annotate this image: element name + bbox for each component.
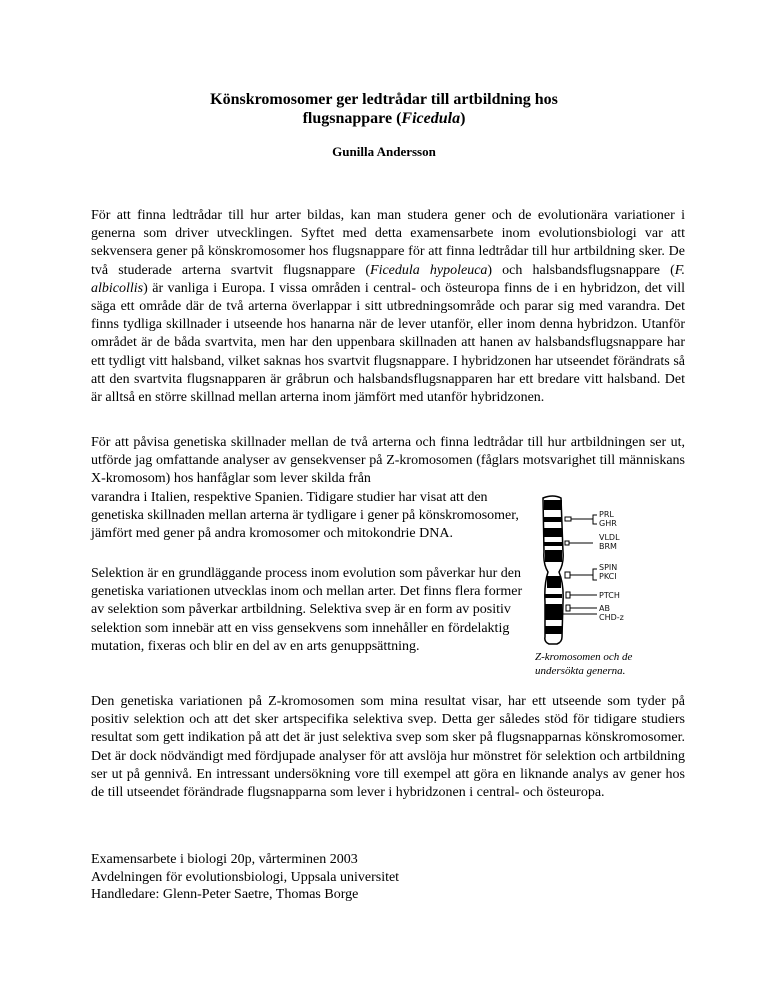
- p2-wide-text: För att påvisa genetiska skillnader mellan de två arterna och finna ledtrådar till hur artbildningen ser ut, utförde jag omfattande analyser av gensekvenser på Z-kromosomen (fåglars motsvarighet till människans X-kromosom) hos hanfåglar som lever skilda från: [91, 435, 685, 487]
- band-3: [544, 528, 562, 537]
- title-line-1: Könskromosomer ger ledtrådar till artbildning hos: [210, 91, 558, 108]
- p1-part1: För att finna ledtrådar till hur arter bildas, kan man studera gener och de evolutionära variationer i generna som driver utvecklingen. Syftet med detta examensarbete inom evolutionsbiologi var att sekvensera gener på könskromosomer hos flugsnappare för att finna ledtrådar till hur artbildning sker. De två studerade arterna svartvit flugsnappare (: [91, 208, 685, 278]
- gene-label-ab: AB: [599, 604, 610, 613]
- marker-spin: [565, 572, 570, 578]
- band-5: [545, 550, 562, 562]
- caption-line-1: Z-kromosomen och de: [535, 651, 633, 663]
- author-name: Gunilla Andersson: [332, 144, 436, 159]
- gene-label-ghr: GHR: [599, 519, 617, 528]
- band-6: [547, 576, 561, 588]
- p1-species-1: Ficedula hypoleuca: [370, 262, 488, 278]
- gene-label-prl: PRL: [599, 510, 614, 519]
- p2-narrow-text: varandra i Italien, respektive Spanien. Tidigare studier har visat att den genetiska skillnaden mellan arterna är tydligare i gener på könskromosomer, jämfört med gener på andra kromosomer och mitokondrie DNA.: [91, 489, 519, 542]
- title-line-2: [150, 109, 618, 128]
- paragraph-intro: [91, 207, 685, 407]
- gene-label-spin: SPIN: [599, 563, 618, 572]
- footer-line-3: Handledare: Glenn-Peter Saetre, Thomas Borge: [91, 887, 359, 902]
- bracket-prl: [593, 515, 597, 524]
- p1-species-2: F. albicollis: [91, 262, 686, 296]
- paragraph-results: Den genetiska variationen på Z-kromosomen som mina resultat visar, har ett utseende som tyder på positiv selektion och att det sker artspecifika selektiva svep. Detta ger således stöd för tidigare studiers resultat som gett indikation på att det är just selektiva svep som sker på flugsnapparnas könskromosomer. Det är dock nödvändigt med fördjupade analyser för att avslöja hur mönstret för selektion och artbildning ser ut på gennivå. En intressant undersökning vore till exempel att göra en liknande analys av gener hos de till utseendet förändrade flugsnapparna som lever i hybridzonen i central- och östeuropa.: [91, 694, 685, 801]
- band-4: [544, 542, 562, 546]
- caption-line-2: undersökta generna.: [535, 665, 626, 677]
- band-1: [544, 500, 562, 510]
- footer-line-2: Avdelningen för evolutionsbiologi, Uppsala universitet: [91, 869, 400, 885]
- gene-label-chd-z: CHD-z: [599, 613, 624, 622]
- marker-ptch: [566, 592, 570, 598]
- gene-label-brm: BRM: [599, 542, 617, 551]
- paragraph-selection: Selektion är en grundläggande process inom evolution som påverkar hur den genetiska variationen utvecklas inom och mellan arter. Det finns flera former av selektion som påverkar artbildning. Selektiva svep är en form av positiv selektion som innebär att en viss gensekvens som innehåller en fördelaktig mutation, fixeras och blir en del av en arts genuppsättning.: [91, 566, 523, 654]
- footer-line-1: Examensarbete i biologi 20p, vårterminen 2003: [91, 852, 358, 867]
- gene-label-vldl: VLDL: [599, 533, 620, 542]
- document-title: [150, 90, 618, 128]
- bracket-spin: [593, 569, 597, 580]
- marker-vldl: [565, 541, 569, 545]
- title-line-2-suffix: ): [460, 110, 466, 127]
- band-7: [545, 594, 562, 598]
- gene-label-ptch: PTCH: [599, 591, 620, 600]
- document-footer: [91, 851, 399, 904]
- band-9: [545, 626, 562, 634]
- gene-label-pkci: PKCI: [599, 572, 617, 581]
- marker-ab: [566, 605, 570, 611]
- band-2: [544, 517, 562, 522]
- p1-part3: ) är vanliga i Europa. I vissa områden i central- och östeuropa finns de i en hybridzon, det vill säga ett område där de två arterna överlappar i sitt utbredningsområde och parar sig med varandra. Det finns tydliga skillnader i utseende hos hanarna när de lever utanför, eller inom denna hybridzon. Utanför området är de båda svartvita, men har den uppenbara skillnaden att hanen av halsbandsflugsnappare har ett tydligt vitt halsband, vilket saknas hos svartvit flugsnappare. I hybridzonen har utseendet förändrats så att den svartvita flugsnapparen är gråbrun och halsbandsflugsnapparen har ett bredare vitt halsband. Det är alltså en större skillnad mellan arterna inom jämfört med utanför hybridzonen.: [91, 280, 685, 406]
- title-line-2-prefix: flugsnappare (: [302, 110, 402, 127]
- marker-prl: [565, 517, 571, 521]
- title-genus: Ficedula: [401, 110, 461, 127]
- figure-caption: [535, 650, 685, 678]
- band-8: [545, 604, 562, 620]
- p1-part2: ) och halsbandsflugsnappare (: [487, 262, 675, 278]
